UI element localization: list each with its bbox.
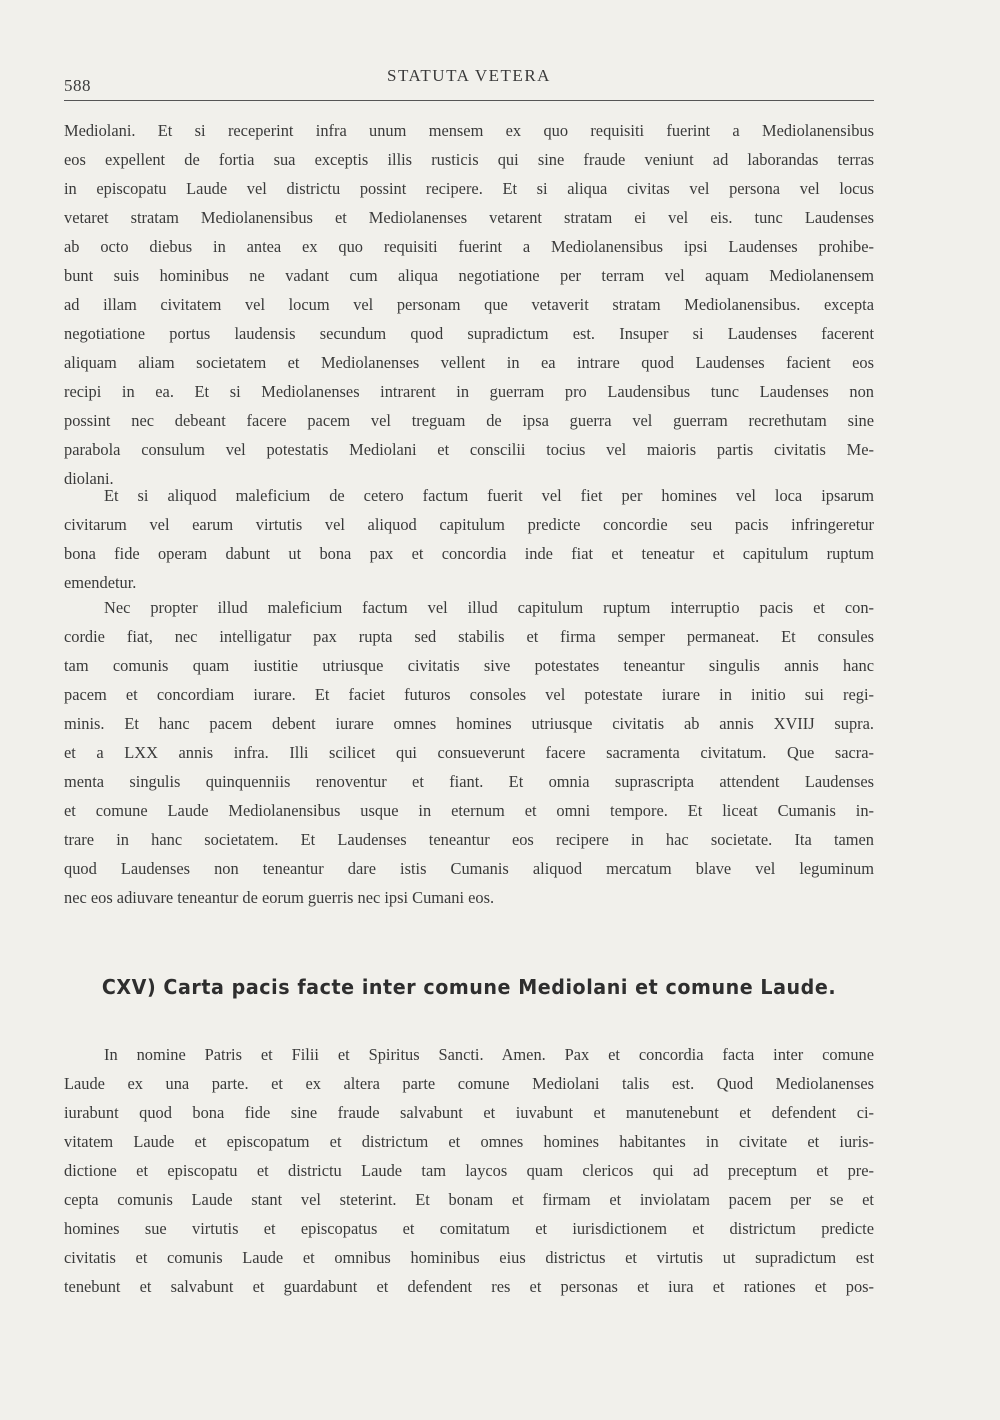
text-line: diolani.: [64, 469, 114, 488]
text-line: parabola consulum vel potestatis Mediolani et conscilii tocius vel maioris partis civitatis Me-: [64, 440, 874, 459]
text-line: vitatem Laude et episcopatum et districtum et omnes homines habitantes in civitate et iuris-: [64, 1132, 874, 1151]
running-head: [64, 64, 874, 104]
text-line: ad illam civitatem vel locum vel personam que vetaverit stratam Mediolanensibus. excepta: [64, 295, 874, 314]
text-line: Et si aliquod maleficium de cetero factum fuerit vel fiet per homines vel loca ipsarum: [104, 486, 874, 505]
text-line: negotiatione portus laudensis secundum quod supradictum est. Insuper si Laudenses facerent: [64, 324, 874, 343]
text-line: menta singulis quinquenniis renoventur et fiant. Et omnia suprascripta attendent Laudenses: [64, 772, 874, 791]
text-line: aliquam aliam societatem et Mediolanenses vellent in ea intrare quod Laudenses facient eos: [64, 353, 874, 372]
text-line: in episcopatu Laude vel districtu possint recipere. Et si aliqua civitas vel persona vel locus: [64, 179, 874, 198]
text-line: In nomine Patris et Filii et Spiritus Sancti. Amen. Pax et concordia facta inter comune: [104, 1045, 874, 1064]
text-line: et comune Laude Mediolanensibus usque in eternum et omni tempore. Et liceat Cumanis in-: [64, 801, 874, 820]
running-title: STATUTA VETERA: [387, 66, 551, 85]
paragraph-continuation: [64, 116, 874, 493]
text-line: dictione et episcopatu et districtu Laude tam laycos quam clericos qui ad preceptum et pre-: [64, 1161, 874, 1180]
text-line: minis. Et hanc pacem debent iurare omnes homines utriusque civitatis ab annis XVIIJ supra.: [64, 714, 874, 733]
page-number: 588: [64, 76, 91, 95]
text-line: tenebunt et salvabunt et guardabunt et defendent res et personas et iura et rationes et pos-: [64, 1277, 874, 1296]
text-line: emendetur.: [64, 573, 137, 592]
text-line: quod Laudenses non teneantur dare istis Cumanis aliquod mercatum blave vel leguminum: [64, 859, 874, 878]
text-line: bona fide operam dabunt ut bona pax et concordia inde fiat et teneatur et capitulum ruptum: [64, 544, 874, 563]
text-line: Laude ex una parte. et ex altera parte comune Mediolani talis est. Quod Mediolanenses: [64, 1074, 874, 1093]
section-heading: CXV) Carta pacis facte inter comune Mediolani et comune Laude.: [101, 975, 837, 999]
text-line: cepta comunis Laude stant vel steterint. Et bonam et firmam et inviolatam pacem per se et: [64, 1190, 874, 1209]
text-line: possint nec debeant facere pacem vel treguam de ipsa guerra vel guerram recrethutam sine: [64, 411, 874, 430]
text-line: pacem et concordiam iurare. Et faciet futuros consoles vel potestate iurare in initio sui regi-: [64, 685, 874, 704]
paragraph-maleficium: [64, 481, 874, 597]
text-line: civitarum vel earum virtutis vel aliquod capitulum predicte concordie seu pacis infringeretur: [64, 515, 874, 534]
text-line: Mediolani. Et si receperint infra unum mensem ex quo requisiti fuerint a Mediolanensibus: [64, 121, 874, 140]
paragraph-in-nomine: [64, 1040, 874, 1301]
text-line: trare in hanc societatem. Et Laudenses teneantur eos recipere in hac societate. Ita tamen: [64, 830, 874, 849]
paragraph-nec-propter: [64, 593, 874, 912]
text-line: iurabunt quod bona fide sine fraude salvabunt et iuvabunt et manutenebunt et defendent ci-: [64, 1103, 874, 1122]
text-line: bunt suis hominibus ne vadant cum aliqua negotiatione per terram vel aquam Mediolanensem: [64, 266, 874, 285]
header-rule: [64, 100, 874, 101]
text-line: Nec propter illud maleficium factum vel illud capitulum ruptum interruptio pacis et con-: [104, 598, 874, 617]
text-line: et a LXX annis infra. Illi scilicet qui consueverunt facere sacramenta civitatum. Que sacra-: [64, 743, 874, 762]
text-line: eos expellent de fortia sua exceptis illis rusticis qui sine fraude veniunt ad laborandas terras: [64, 150, 874, 169]
text-line: cordie fiat, nec intelligatur pax rupta sed stabilis et firma semper permaneat. Et consules: [64, 627, 874, 646]
text-line: ab octo diebus in antea ex quo requisiti fuerint a Mediolanensibus ipsi Laudenses prohibe-: [64, 237, 874, 256]
text-line: nec eos adiuvare teneantur de eorum guerris nec ipsi Cumani eos.: [64, 888, 495, 907]
text-line: tam comunis quam iustitie utriusque civitatis sive potestates teneantur singulis annis hanc: [64, 656, 874, 675]
text-line: recipi in ea. Et si Mediolanenses intrarent in guerram pro Laudensibus tunc Laudenses non: [64, 382, 874, 401]
text-line: vetaret stratam Mediolanensibus et Mediolanenses vetarent stratam ei vel eis. tunc Laudenses: [64, 208, 874, 227]
text-line: civitatis et comunis Laude et omnibus hominibus eius districtus et virtutis ut supradictum est: [64, 1248, 874, 1267]
text-line: homines sue virtutis et episcopatus et comitatum et iurisdictionem et districtum predicte: [64, 1219, 874, 1238]
